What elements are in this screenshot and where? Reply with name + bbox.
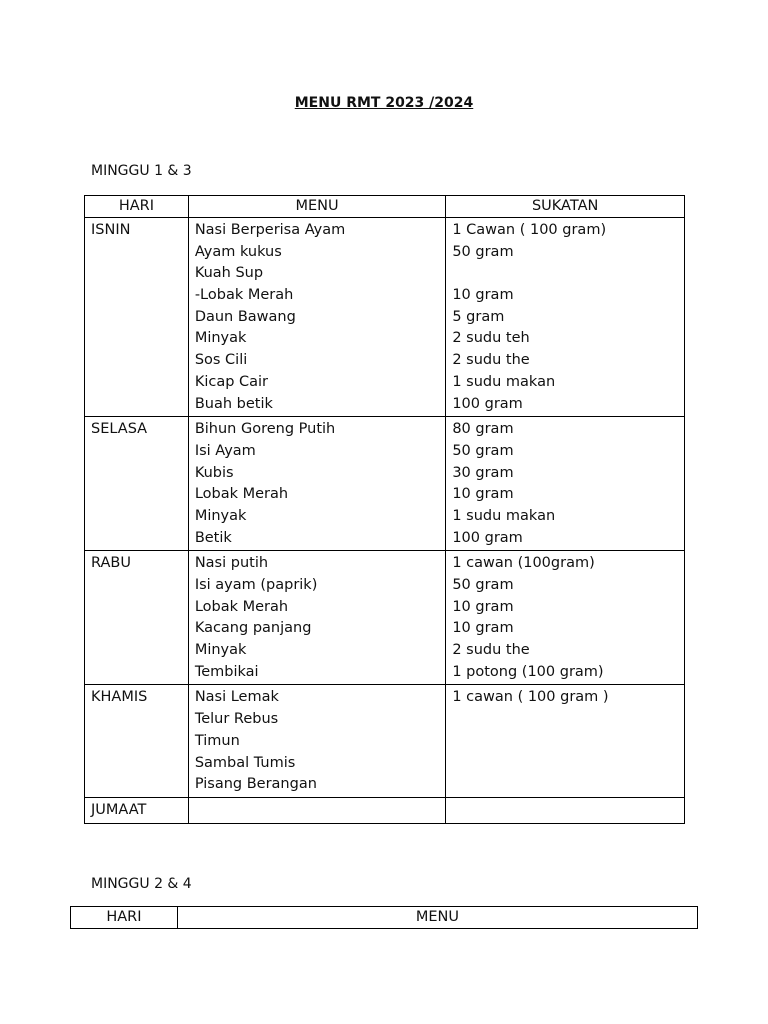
- sukatan-value: 50 gram: [452, 442, 514, 459]
- menu-item: Ayam kukus: [194, 243, 282, 260]
- sukatan-value: 10 gram: [452, 620, 514, 637]
- sukatan-value: [452, 774, 678, 796]
- table-header-row: [85, 196, 685, 218]
- table-row: [85, 218, 685, 417]
- day-cell: [85, 218, 189, 417]
- day-cell: [85, 685, 189, 797]
- menu-item: Kicap Cair: [194, 373, 269, 390]
- sukatan-value: 10 gram: [452, 486, 514, 503]
- menu-item: -Lobak Merah: [194, 287, 294, 304]
- sukatan-value: 10 gram: [452, 598, 514, 615]
- week2-label: MINGGU 2 & 4: [91, 876, 192, 892]
- sukatan-value: 2 sudu the: [452, 642, 530, 659]
- menu-item: Kacang panjang: [194, 620, 312, 637]
- header-hari: HARI: [71, 907, 178, 929]
- menu-item: Pisang Berangan: [194, 776, 317, 793]
- menu-cell: [188, 551, 446, 685]
- menu-item: Buah betik: [194, 395, 273, 412]
- sukatan-cell: [446, 218, 685, 417]
- menu-item: Kubis: [194, 464, 234, 481]
- day-cell: [85, 417, 189, 551]
- menu-item: Minyak: [194, 507, 247, 524]
- day-name: JUMAAT: [91, 801, 147, 818]
- sukatan-value: 100 gram: [452, 395, 523, 412]
- menu-cell: [188, 417, 446, 551]
- menu-item: Lobak Merah: [194, 598, 289, 615]
- menu-item: Tembikai: [194, 663, 259, 680]
- day-name: RABU: [91, 555, 131, 572]
- sukatan-value: [452, 709, 678, 731]
- header-hari: HARI: [85, 196, 189, 218]
- menu-item: Isi Ayam: [194, 442, 256, 459]
- menu-item: Nasi Lemak: [194, 689, 279, 706]
- sukatan-value: 1 sudu makan: [452, 507, 556, 524]
- week1-label: MINGGU 1 & 3: [91, 163, 192, 179]
- sukatan-value: [452, 263, 678, 285]
- sukatan-value: [452, 731, 678, 753]
- sukatan-value: 100 gram: [452, 529, 523, 546]
- day-name: SELASA: [91, 421, 148, 438]
- sukatan-cell: [446, 797, 685, 823]
- menu-cell: [188, 685, 446, 797]
- menu-cell: [188, 797, 446, 823]
- day-name: KHAMIS: [91, 689, 148, 706]
- menu-item: [195, 800, 440, 822]
- sukatan-value: [452, 753, 678, 775]
- sukatan-value: 1 Cawan ( 100 gram): [452, 222, 607, 238]
- menu-item: Bihun Goreng Putih: [194, 421, 336, 438]
- menu-item: Nasi putih: [194, 555, 269, 572]
- table-row: [85, 417, 685, 551]
- sukatan-value: 1 potong (100 gram): [452, 663, 604, 680]
- sukatan-value: 2 sudu teh: [452, 330, 530, 347]
- sukatan-value: 30 gram: [452, 464, 514, 481]
- menu-item: Isi ayam (paprik): [194, 577, 318, 593]
- table-row: [85, 685, 685, 797]
- sukatan-value: 1 cawan ( 100 gram ): [452, 689, 609, 706]
- menu-item: Daun Bawang: [194, 308, 296, 325]
- menu-item: Lobak Merah: [194, 486, 289, 503]
- day-cell: [85, 797, 189, 823]
- sukatan-cell: [446, 551, 685, 685]
- menu-item: Sambal Tumis: [194, 754, 296, 771]
- sukatan-value: 10 gram: [452, 287, 514, 304]
- menu-item: Sos Cili: [194, 352, 248, 369]
- header-sukatan: SUKATAN: [446, 196, 685, 218]
- day-name: ISNIN: [91, 222, 131, 238]
- menu-item: Betik: [194, 529, 232, 546]
- page-title: MENU RMT 2023 /2024: [294, 95, 474, 111]
- sukatan-cell: [446, 417, 685, 551]
- menu-item: Timun: [194, 732, 240, 749]
- table-row: [85, 551, 685, 685]
- sukatan-value: 50 gram: [452, 577, 514, 593]
- header-menu: MENU: [177, 907, 697, 929]
- menu-item: Nasi Berperisa Ayam: [194, 222, 346, 238]
- sukatan-value: [452, 800, 678, 822]
- menu-table-week2: [70, 906, 698, 929]
- sukatan-value: 5 gram: [452, 308, 505, 325]
- menu-cell: [188, 218, 446, 417]
- header-menu: MENU: [188, 196, 446, 218]
- day-cell: [85, 551, 189, 685]
- sukatan-value: 80 gram: [452, 421, 514, 438]
- table-row: [85, 797, 685, 823]
- sukatan-value: 1 cawan (100gram): [452, 555, 595, 572]
- sukatan-value: 1 sudu makan: [452, 373, 556, 390]
- menu-item: Kuah Sup: [194, 265, 264, 282]
- menu-item: Telur Rebus: [194, 711, 279, 728]
- menu-item: Minyak: [194, 642, 247, 659]
- menu-item: Minyak: [194, 330, 247, 347]
- table-header-row: [71, 907, 698, 929]
- menu-table-week1: [84, 195, 685, 824]
- sukatan-cell: [446, 685, 685, 797]
- sukatan-value: 2 sudu the: [452, 352, 530, 369]
- sukatan-value: 50 gram: [452, 243, 514, 260]
